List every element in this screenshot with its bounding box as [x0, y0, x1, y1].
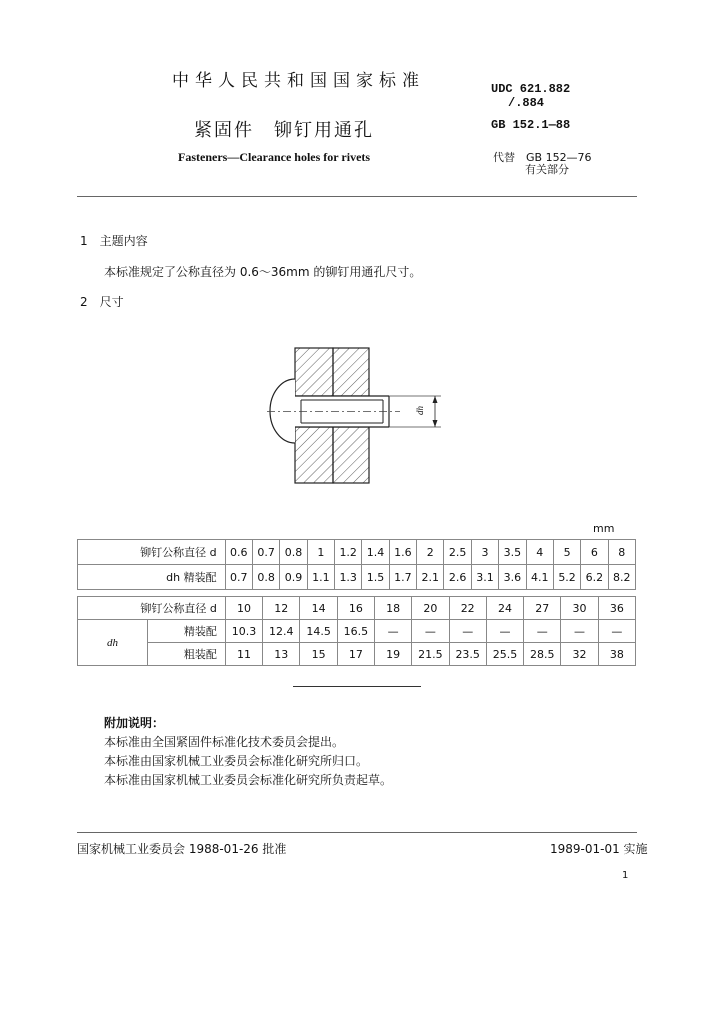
table-cell: 1.3	[335, 565, 362, 590]
replaces-scope: 有关部分	[525, 163, 569, 176]
table-cell: 19	[375, 643, 412, 666]
row-label: 精装配	[147, 620, 225, 643]
table-cell: 28.5	[524, 643, 561, 666]
table-cell: 2.6	[444, 565, 471, 590]
table-cell: —	[449, 620, 486, 643]
table-cell: 27	[524, 597, 561, 620]
rivet-hole-drawing	[265, 343, 455, 488]
dimension-label: dh	[415, 406, 425, 415]
table-cell: 5.2	[553, 565, 580, 590]
table-cell: 4	[526, 540, 553, 565]
table-cell: 1.5	[362, 565, 389, 590]
table-cell: 2.1	[417, 565, 444, 590]
table-cell: 3.1	[471, 565, 498, 590]
table-cell: 1.2	[335, 540, 362, 565]
table-cell: 0.6	[225, 540, 252, 565]
table-cell: —	[486, 620, 523, 643]
udc-code-continued: /.884	[508, 96, 545, 110]
table-cell: 1.4	[362, 540, 389, 565]
table-cell: —	[598, 620, 635, 643]
unit-label: mm	[593, 522, 615, 535]
table-cell: 1.1	[307, 565, 334, 590]
effective-date: 1989-01-01 实施	[550, 842, 648, 856]
table-cell: —	[375, 620, 412, 643]
table-cell: 0.8	[252, 565, 279, 590]
table-cell: —	[561, 620, 598, 643]
table-cell: 6.2	[581, 565, 608, 590]
table-cell: 3.5	[499, 540, 526, 565]
table-cell: 3	[471, 540, 498, 565]
table-cell: 5	[553, 540, 580, 565]
page-number: 1	[622, 870, 629, 881]
table-cell: 17	[337, 643, 374, 666]
table-cell: 14.5	[300, 620, 337, 643]
group-label: dh	[78, 620, 148, 666]
table-cell: 20	[412, 597, 449, 620]
note-line: 本标准由国家机械工业委员会标准化研究所归口。	[104, 754, 369, 768]
table-row	[78, 643, 636, 666]
spec-table-large	[77, 596, 636, 666]
table-cell: —	[524, 620, 561, 643]
spec-table-small	[77, 539, 636, 590]
standard-org-title: 中华人民共和国国家标准	[172, 71, 425, 91]
content-end-divider	[293, 686, 421, 687]
footer-divider	[77, 832, 637, 833]
table-row	[78, 597, 636, 620]
header-divider	[77, 196, 637, 197]
table-cell: 38	[598, 643, 635, 666]
table-cell: 12	[263, 597, 300, 620]
table-cell: 22	[449, 597, 486, 620]
table-row	[78, 540, 636, 565]
section-2-heading: 2 尺寸	[80, 295, 124, 309]
table-cell: 16	[337, 597, 374, 620]
table-cell: 23.5	[449, 643, 486, 666]
table-cell: 15	[300, 643, 337, 666]
table-cell: 0.9	[280, 565, 307, 590]
table-cell: 18	[375, 597, 412, 620]
table-cell: 0.7	[225, 565, 252, 590]
table-cell: 2.5	[444, 540, 471, 565]
table-cell: 1.6	[389, 540, 416, 565]
table-cell: 16.5	[337, 620, 374, 643]
table-cell: 0.7	[252, 540, 279, 565]
table-cell: 30	[561, 597, 598, 620]
table-cell: 3.6	[499, 565, 526, 590]
table-cell: 1	[307, 540, 334, 565]
left-plate-lower	[295, 427, 333, 483]
section-1-text: 本标准规定了公称直径为 0.6～36mm 的铆钉用通孔尺寸。	[104, 265, 422, 279]
table-cell: 2	[417, 540, 444, 565]
gb-number: GB 152.1—88	[491, 118, 571, 132]
table-cell: 14	[300, 597, 337, 620]
table-row	[78, 565, 636, 590]
row-label: 粗装配	[147, 643, 225, 666]
right-plate-upper	[333, 348, 369, 396]
row-label: dh 精装配	[78, 565, 226, 590]
table-cell: 12.4	[263, 620, 300, 643]
table-cell: 10.3	[225, 620, 262, 643]
table-row	[78, 620, 636, 643]
notes-title: 附加说明：	[104, 716, 165, 730]
table-cell: 8	[608, 540, 635, 565]
table-cell: 11	[225, 643, 262, 666]
table-cell: 6	[581, 540, 608, 565]
table-cell: 8.2	[608, 565, 635, 590]
replaces-standard: 代替 GB 152—76	[493, 151, 592, 164]
table-cell: 24	[486, 597, 523, 620]
approval-date: 国家机械工业委员会 1988-01-26 批准	[77, 842, 287, 856]
note-line: 本标准由国家机械工业委员会标准化研究所负责起草。	[104, 773, 393, 787]
table-cell: 25.5	[486, 643, 523, 666]
table-cell: 13	[263, 643, 300, 666]
section-1-heading: 1 主题内容	[80, 234, 148, 248]
row-label: 铆钉公称直径 d	[78, 540, 226, 565]
standard-title: 紧固件 铆钉用通孔	[194, 120, 374, 141]
table-cell: 36	[598, 597, 635, 620]
table-cell: 21.5	[412, 643, 449, 666]
row-label: 铆钉公称直径 d	[78, 597, 226, 620]
english-title: Fasteners—Clearance holes for rivets	[178, 150, 371, 164]
table-cell: 32	[561, 643, 598, 666]
note-line: 本标准由全国紧固件标准化技术委员会提出。	[104, 735, 345, 749]
left-plate-upper	[295, 348, 333, 396]
table-cell: 1.7	[389, 565, 416, 590]
rivet-head	[270, 379, 295, 443]
table-cell: —	[412, 620, 449, 643]
table-cell: 0.8	[280, 540, 307, 565]
udc-code: UDC 621.882	[491, 82, 571, 96]
table-cell: 4.1	[526, 565, 553, 590]
right-plate-lower	[333, 427, 369, 483]
table-cell: 10	[225, 597, 262, 620]
